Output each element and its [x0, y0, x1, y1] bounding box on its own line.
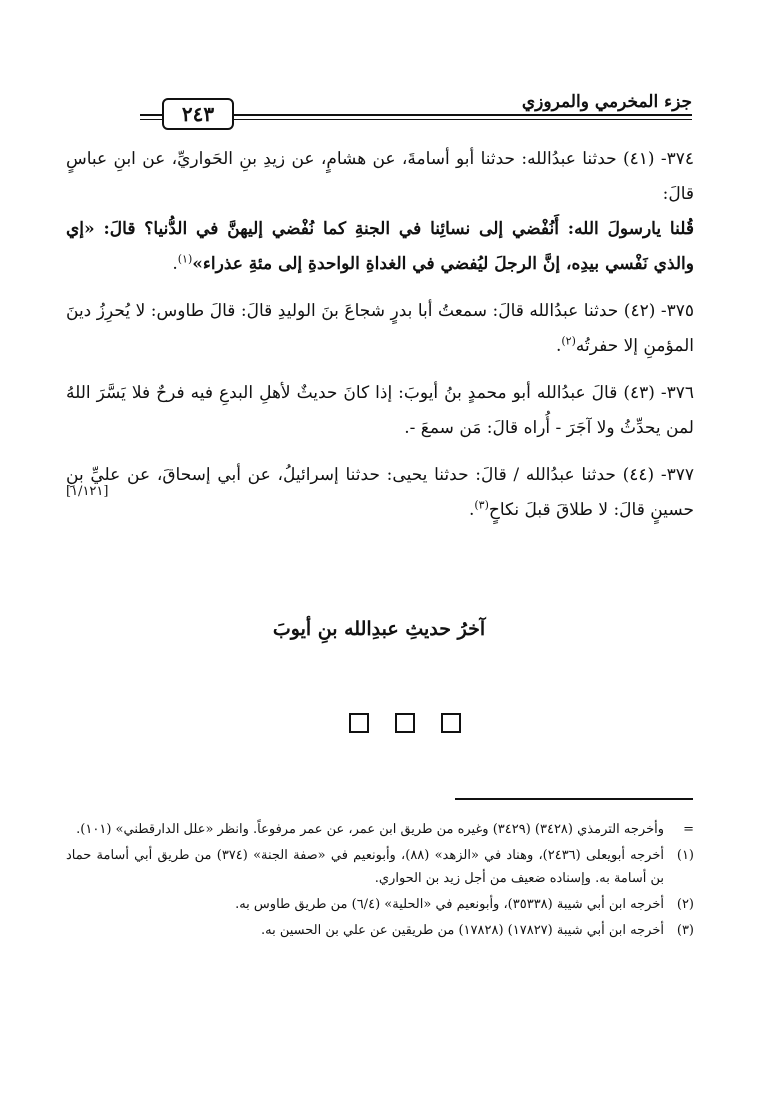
footnote-ref-2[interactable]: (٢) — [561, 334, 576, 348]
square-ornament-icon — [349, 713, 369, 733]
running-title: جزء المخرمي والمروزي — [514, 92, 692, 112]
footnotes — [66, 818, 694, 942]
hadith-number: ٣٧٤- (٤١) — [623, 149, 695, 169]
hadith-375: ٣٧٥- (٤٢) حدثنا عبدُالله قالَ: سمعتُ أبا بدرٍ شجاعَ بنَ الوليدِ قالَ: قالَ طاوس: لا يُحرِزُ دينَ المؤمنِ إلا حفرتُه$^{(٢)}$. — [66, 301, 695, 356]
footnote-text: أخرجه ابن أبي شيبة (١٧٨٢٧) (١٧٨٢٨) من طريقين عن علي بن الحسين به. — [260, 923, 664, 938]
footnote-text: وأخرجه الترمذي (٣٤٢٨) (٣٤٢٩) وغيره من طريق ابن عمر، عن عمر مرفوعاً. وانظر «علل الدارقطني» (١٠١). — [76, 822, 664, 837]
hadith-text: حدثنا عبدُالله قالَ: سمعتُ أبا بدرٍ شجاعَ بنَ الوليدِ قالَ: قالَ طاوس: لا يُحرِزُ دينَ المؤمنِ إلا حفرتُه — [66, 301, 694, 356]
manuscript-folio-note: [١/١٢١] — [66, 484, 109, 499]
hadith-377: ٣٧٧- (٤٤) حدثنا عبدُالله / قالَ: حدثنا يحيى: حدثنا إسرائيلُ، عن أبي إسحاقَ، عن عليِّ بنِ حسينٍ قالَ: لا طلاقَ قبلَ نكاحٍ$^{(٣)}$. — [66, 465, 694, 520]
hadith-376 — [66, 376, 694, 446]
hadith-374 — [66, 142, 694, 212]
main-text — [66, 142, 694, 528]
hadith-text: قالَ عبدُالله أبو محمدٍ بنُ أيوبَ: إذا كانَ حديثٌ لأهلِ البدعِ فيه فرحٌ فلا يَسَّرَ اللهُ لمن يحدِّثُ ولا آجَرَ - أُراه قالَ: مَن سمعَ -. — [66, 383, 694, 438]
hadith-text: حدثنا عبدُالله: حدثنا أبو أسامةَ، عن هشامٍ، عن زيدِ بنِ الحَواريِّ، عن ابنِ عباسٍ قالَ: — [66, 149, 694, 204]
page-number: ٢٤٣ — [162, 98, 234, 130]
footnote-mark: (٣) — [676, 923, 694, 938]
footnote-ref-1[interactable]: (١) — [177, 252, 193, 266]
footnote-1 — [66, 844, 694, 890]
section-end-ornament — [349, 713, 461, 735]
hadith-number: ٣٧٥- (٤٢) — [623, 301, 695, 321]
footnote-text: أخرجه ابن أبي شيبة (٣٥٣٣٨)، وأبونعيم في «الحلية» (٦/٤) من طريق طاوس به. — [235, 897, 664, 912]
hadith-text: قُلنا يارسولَ الله: أَنُفْضي إلى نسائِنا في الجنةِ كما نُفْضي إليهنَّ في الدُّنيا؟ قالَ: «إي والذي نَفْسي بيدِه، إنَّ الرجلَ ليُفضي في الغداةِ الواحدةِ إلى مئةِ عذراء» — [66, 219, 694, 274]
footnote-continuation — [66, 818, 694, 841]
footnote-3 — [66, 919, 694, 942]
page-header — [140, 92, 692, 132]
hadith-text: حدثنا عبدُالله / قالَ: حدثنا يحيى: حدثنا إسرائيلُ، عن أبي إسحاقَ، عن عليِّ بنِ حسينٍ قالَ: لا طلاقَ قبلَ نكاحٍ — [66, 465, 694, 520]
footnote-2 — [66, 893, 694, 916]
footnote-ref-3[interactable]: (٣) — [474, 498, 489, 512]
footnote-text: أخرجه أبويعلى (٢٤٣٦)، وهناد في «الزهد» (٨٨)، وأبونعيم في «صفة الجنة» (٣٧٤) من طريق أبي أسامة حماد بن أسامة به. وإسناده ضعيف من أجل زيد بن الحواري. — [66, 848, 664, 886]
section-closing-title: آخرُ حديثِ عبدِالله بنِ أيوبَ — [272, 618, 486, 640]
footnote-mark: = — [683, 822, 694, 837]
hadith-374-continued: قُلنا يارسولَ الله: أَنُفْضي إلى نسائِنا في الجنةِ كما نُفْضي إليهنَّ في الدُّنيا؟ قالَ: «إي والذي نَفْسي بيدِه، إنَّ الرجلَ ليُفضي في الغداةِ الواحدةِ إلى مئةِ عذراء»$^{(١)}$. — [66, 219, 694, 274]
hadith-number: ٣٧٧- (٤٤) — [622, 465, 694, 485]
square-ornament-icon — [441, 713, 461, 733]
footnote-mark: (٢) — [676, 897, 694, 912]
square-ornament-icon — [395, 713, 415, 733]
footnote-mark: (١) — [676, 848, 694, 863]
hadith-number: ٣٧٦- (٤٣) — [623, 383, 695, 403]
footnote-separator — [455, 798, 693, 800]
